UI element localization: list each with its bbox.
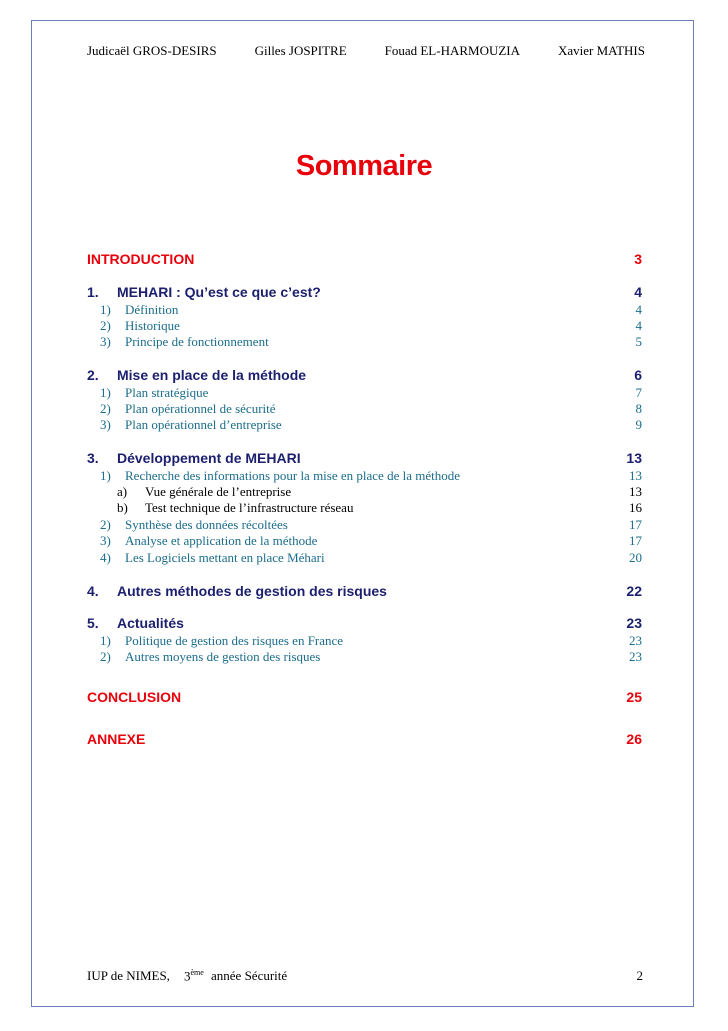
toc-introduction[interactable] xyxy=(87,251,642,267)
toc-page: 20 xyxy=(629,550,642,565)
toc-number: 3. xyxy=(87,450,99,466)
toc-item[interactable] xyxy=(87,517,642,533)
toc-page: 16 xyxy=(629,500,642,515)
author-1: Judicaël GROS-DESIRS xyxy=(87,43,217,58)
toc-label: Mise en place de la méthode xyxy=(117,367,307,383)
toc-item[interactable] xyxy=(87,318,642,334)
toc-label: MEHARI : Qu’est ce que c’est? xyxy=(117,284,321,300)
toc-label: Actualités xyxy=(117,615,184,631)
toc-item[interactable] xyxy=(87,649,642,665)
toc-label: Les Logiciels mettant en place Méhari xyxy=(125,550,325,565)
toc-section-4[interactable] xyxy=(87,583,642,599)
toc-section-3[interactable] xyxy=(87,450,642,466)
toc-label: Vue générale de l’entreprise xyxy=(145,484,292,499)
toc-label: Plan stratégique xyxy=(125,385,209,400)
toc-page: 5 xyxy=(635,334,642,349)
toc-page: 7 xyxy=(635,385,642,400)
page-header xyxy=(87,43,645,59)
page-footer xyxy=(87,968,643,984)
toc-page: 23 xyxy=(626,615,642,631)
toc-label: Plan opérationnel de sécurité xyxy=(125,401,276,416)
toc-label: Recherche des informations pour la mise en place de la méthode xyxy=(125,468,460,483)
toc-label: Autres moyens de gestion des risques xyxy=(125,649,321,664)
toc-page: 25 xyxy=(626,689,642,705)
toc-label: Développement de MEHARI xyxy=(117,450,301,466)
toc-item[interactable] xyxy=(87,401,642,417)
toc-page: 17 xyxy=(629,517,642,532)
toc-item[interactable] xyxy=(87,500,642,516)
toc-page: 3 xyxy=(634,251,642,267)
toc-page: 23 xyxy=(629,633,642,648)
footer-year xyxy=(184,968,287,984)
footer-year-label: année Sécurité xyxy=(211,968,288,984)
toc-item[interactable] xyxy=(87,484,642,500)
toc-number: 1) xyxy=(100,468,111,483)
toc-label: Politique de gestion des risques en France xyxy=(125,633,344,648)
toc-page: 13 xyxy=(629,484,642,499)
author-2: Gilles JOSPITRE xyxy=(254,43,347,58)
toc-number: 2) xyxy=(100,649,111,664)
toc-page: 8 xyxy=(635,401,642,416)
toc-item[interactable] xyxy=(87,550,642,566)
toc-page: 23 xyxy=(629,649,642,664)
toc-item[interactable] xyxy=(87,417,642,433)
toc-number: 5. xyxy=(87,615,99,631)
toc-page: 13 xyxy=(629,468,642,483)
toc-item[interactable] xyxy=(87,385,642,401)
toc-page: 4 xyxy=(634,284,642,300)
toc-number: 3) xyxy=(100,334,111,349)
author-4: Xavier MATHIS xyxy=(557,43,645,58)
toc-item[interactable] xyxy=(87,468,642,484)
toc-section-2[interactable] xyxy=(87,367,642,383)
toc-item[interactable] xyxy=(87,334,642,350)
toc-label: CONCLUSION xyxy=(87,689,182,705)
toc-page: 22 xyxy=(626,583,642,599)
toc-number: 1) xyxy=(100,302,111,317)
toc-number: a) xyxy=(117,484,128,499)
footer-year-superscript: ème xyxy=(190,968,204,977)
toc-number: 1. xyxy=(87,284,99,300)
toc-number: 2) xyxy=(100,318,111,333)
toc-annexe[interactable] xyxy=(87,731,642,747)
toc-page: 17 xyxy=(629,533,642,548)
toc-number: 4. xyxy=(87,583,99,599)
toc-item[interactable] xyxy=(87,302,642,318)
toc-number: 3) xyxy=(100,533,111,548)
toc-number: 2) xyxy=(100,517,111,532)
toc-number: 3) xyxy=(100,417,111,432)
toc-label: ANNEXE xyxy=(87,731,146,747)
toc-page: 4 xyxy=(635,318,642,333)
toc-label: Autres méthodes de gestion des risques xyxy=(117,583,387,599)
toc-label: Synthèse des données récoltées xyxy=(125,517,288,532)
footer-year-number: 3 xyxy=(183,968,191,984)
toc-section-1[interactable] xyxy=(87,284,642,300)
toc-label: Test technique de l’infrastructure réseau xyxy=(145,500,354,515)
footer-school: IUP de NIMES, xyxy=(87,968,170,984)
author-3: Fouad EL-HARMOUZIA xyxy=(384,43,521,58)
toc-item[interactable] xyxy=(87,633,642,649)
toc-label: INTRODUCTION xyxy=(87,251,195,267)
page-title: Sommaire xyxy=(295,150,433,182)
toc-number: 2) xyxy=(100,401,111,416)
toc-label: Historique xyxy=(125,318,180,333)
toc-number: b) xyxy=(117,500,128,515)
toc-number: 4) xyxy=(100,550,111,565)
toc-number: 1) xyxy=(100,633,111,648)
toc-label: Analyse et application de la méthode xyxy=(125,533,318,548)
toc-conclusion[interactable] xyxy=(87,689,642,705)
toc-item[interactable] xyxy=(87,533,642,549)
toc-page: 4 xyxy=(635,302,642,317)
toc-label: Principe de fonctionnement xyxy=(125,334,269,349)
toc-section-5[interactable] xyxy=(87,615,642,631)
toc-page: 26 xyxy=(626,731,642,747)
toc-page: 6 xyxy=(634,367,642,383)
toc-page: 9 xyxy=(635,417,642,432)
toc-label: Plan opérationnel d’entreprise xyxy=(125,417,282,432)
toc-label: Définition xyxy=(125,302,179,317)
toc-page: 13 xyxy=(626,450,642,466)
toc-number: 1) xyxy=(100,385,111,400)
footer-page-number: 2 xyxy=(636,968,643,984)
toc-number: 2. xyxy=(87,367,99,383)
